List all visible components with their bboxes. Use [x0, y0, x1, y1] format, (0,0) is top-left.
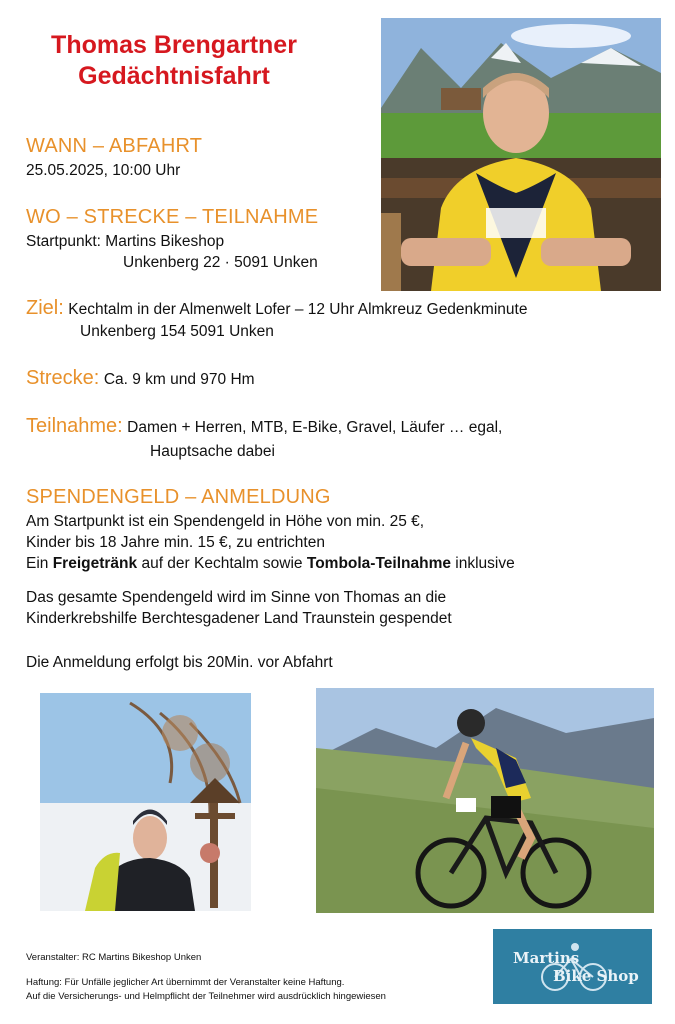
photo-winter-cross [40, 693, 251, 911]
spenden-paragraph-1 [26, 511, 515, 574]
strecke-text: Ca. 9 km und 970 Hm [103, 371, 255, 388]
strecke-label: Strecke: [26, 367, 100, 389]
teilnahme-text-2: Hauptsache dabei [150, 443, 275, 460]
spenden-line-2: Kinder bis 18 Jahre min. 15 €, zu entrichten [26, 534, 325, 551]
heading-spenden: SPENDENGELD – ANMELDUNG [26, 486, 331, 508]
haftung-line-1: Haftung: Für Unfälle jeglicher Art übernimmt der Veranstalter keine Haftung. [26, 977, 345, 988]
spenden-p2-line-1: Das gesamte Spendengeld wird im Sinne von Thomas an die [26, 589, 447, 606]
cyclist-illustration [316, 688, 654, 913]
anmeldung-text: Die Anmeldung erfolgt bis 20Min. vor Abfahrt [26, 654, 333, 671]
freigetraenk-text: Freigetränk [52, 555, 138, 572]
spenden-line-3 [26, 553, 515, 574]
title-line-1: Thomas Brengartner [51, 31, 297, 59]
ziel-address: Unkenberg 154 5091 Unken [80, 323, 274, 340]
haftung-text [26, 976, 386, 1004]
martins-bikeshop-logo [493, 929, 652, 1004]
start-label: Startpunkt: [26, 233, 101, 250]
haftung-line-2: Auf die Versicherungs- und Helmpflicht der Teilnehmer wird ausdrücklich hingewiesen [26, 991, 386, 1002]
strecke-line [26, 367, 255, 390]
spenden-line-1: Am Startpunkt ist ein Spendengeld in Höhe von min. 25 €, [26, 513, 425, 530]
veranstalter-text: Veranstalter: RC Martins Bikeshop Unken [26, 952, 202, 963]
start-line [26, 231, 224, 252]
teilnahme-text-1: Damen + Herren, MTB, E-Bike, Gravel, Läufer … egal, [127, 419, 503, 436]
teilnahme-label: Teilnahme: [26, 415, 123, 437]
heading-wann: WANN – ABFAHRT [26, 135, 203, 157]
photo-cyclist [316, 688, 654, 913]
date-time: 25.05.2025, 10:00 Uhr [26, 162, 181, 179]
heading-wo: WO – STRECKE – TEILNAHME [26, 206, 319, 228]
tombola-text: Tombola-Teilnahme [306, 555, 451, 572]
teilnahme-line [26, 415, 502, 438]
spenden-line-3-e: inklusive [450, 555, 515, 572]
start-address: Unkenberg 22 · 5091 Unken [123, 254, 318, 271]
logo-text-1: Martins [513, 949, 580, 967]
ziel-text: Kechtalm in der Almenwelt Lofer – 12 Uhr Almkreuz Gedenkminute [68, 301, 528, 318]
ziel-label: Ziel: [26, 297, 64, 319]
winter-illustration [40, 693, 251, 911]
poster-title [18, 30, 330, 92]
photo-thomas-portrait [381, 18, 661, 291]
spenden-line-3-a: Ein [26, 555, 53, 572]
spenden-line-3-c: auf der Kechtalm sowie [137, 555, 307, 572]
spenden-paragraph-2 [26, 587, 452, 629]
ziel-line [26, 297, 527, 320]
start-name: Martins Bikeshop [105, 233, 225, 250]
spenden-p2-line-2: Kinderkrebshilfe Berchtesgadener Land Traunstein gespendet [26, 610, 452, 627]
logo-text-2: Bike Shop [553, 967, 639, 985]
title-line-2: Gedächtnisfahrt [78, 62, 270, 90]
portrait-illustration [381, 18, 661, 291]
